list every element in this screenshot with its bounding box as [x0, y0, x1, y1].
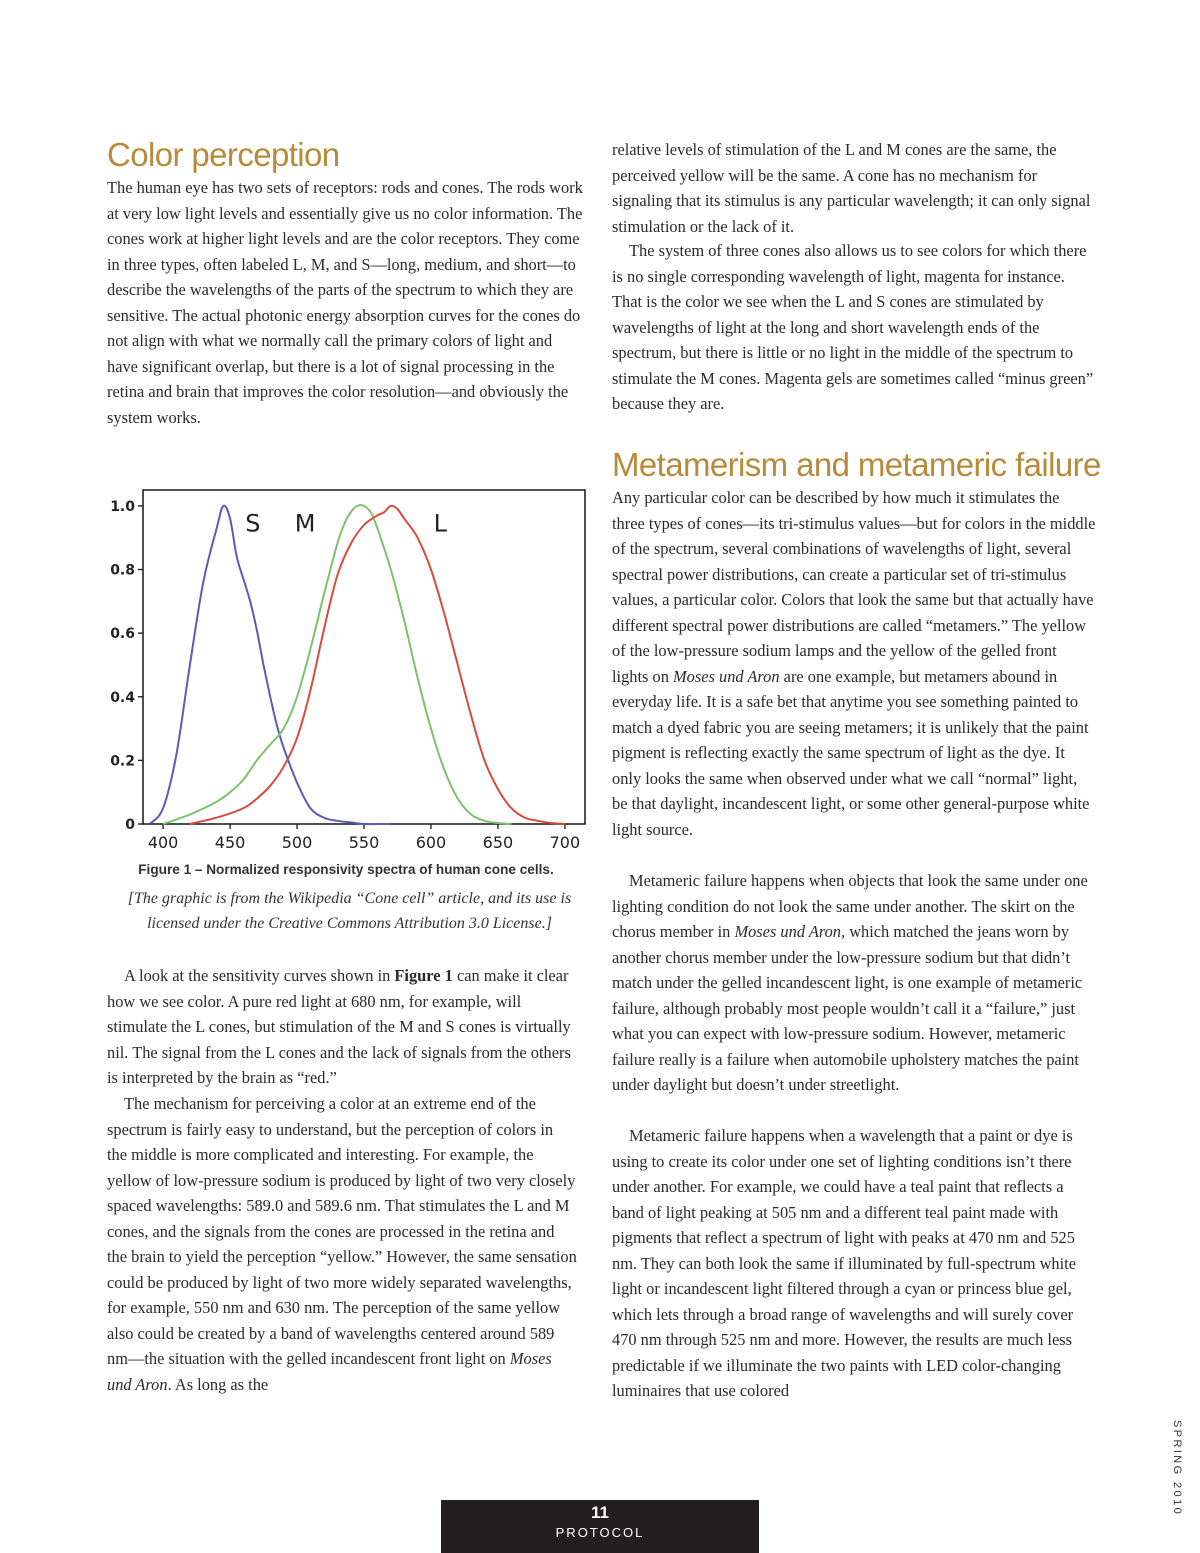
paragraph-metameric-failure-1 [612, 868, 1096, 1098]
paragraph-metameric-failure-2: Metameric failure happens when a wavelength that a paint or dye is using to create its color under one set of lighting conditions isn’t there under another. For example, we could have a teal paint that reflects a band of light peaking at 505 nm and a different teal paint made with pigments that reflect a spectrum of light with peaks at 470 nm and 525 nm. They can both look the same if illuminated by full-spectrum white light or incandescent light filtered through a cyan or princess blue gel, which lets through a broad range of wavelengths and will surely cover 470 nm through 525 nm and more. However, the results are much less predictable if we illuminate the two paints with LED color-changing luminaires that use colored [612, 1126, 1076, 1400]
y-tick-label: 0 [125, 817, 135, 833]
intro-paragraph: The human eye has two sets of receptors: rods and cones. The rods work at very low light levels and essentially give us no color information. The cones work at higher light levels and are the color receptors. They come in three types, often labeled L, M, and S—long, medium, and short—to describe the wavelengths of the parts of the spectrum to which they are sensitive. The actual photonic energy absorption curves for the cones do not align with what we normally call the primary colors of light and have significant overlap, but there is a lot of signal processing in the retina and brain that improves the color resolution—and obviously the system works. [107, 178, 583, 427]
text-run: . As long as the [167, 1374, 269, 1394]
curve-label-m: M [294, 509, 316, 538]
y-tick-label: 0.4 [110, 689, 135, 706]
figure-caption-credit: [The graphic is from the Wikipedia “Cone cell” article, and its use is licensed under the Creative Commons Attribution 3.0 License.] [127, 890, 572, 932]
text-run: Any particular color can be described by how much it stimulates the three types of cones—its tri-stimulus values—but for colors in the middle of the spectrum, several combinations of wavelengths of light, several spectral power distributions, can create a particular set of tri-stimulus values, a particular color. Colors that look the same but that actually have different spectral power distributions are called “metamers.” The yellow of the low-pressure sodium lamps and the yellow of the gelled front lights on [612, 488, 1096, 686]
plot-frame [143, 490, 585, 824]
issue-side-label: SPRING 2010 [1171, 1420, 1183, 1517]
paragraph-metamers [612, 485, 1096, 842]
figure-reference: Figure 1 [394, 966, 453, 985]
italic-title: Moses und Aron [107, 1349, 552, 1394]
page-number: 11 [591, 1503, 609, 1522]
italic-title: Moses und Aron [673, 666, 780, 686]
curve-label-s: S [245, 509, 261, 538]
x-tick-label: 450 [214, 833, 246, 852]
chart-axes [110, 490, 585, 852]
y-tick-label: 1.0 [110, 498, 135, 515]
paragraph-three-cones: The system of three cones also allows us to see colors for which there is no single corresponding wavelength of light, magenta for instance. That is the color we see when the L and S cones are stimulated by wavelengths of light at the long and short wavelength ends of the spectrum, but there is little or no light in the middle of the spectrum to stimulate the M cones. Magenta gels are sometimes called “minus green” because they are. [612, 241, 1094, 413]
y-tick-label: 0.2 [110, 753, 135, 770]
text-run: , which matched the jeans worn by another chorus member under the low-pressure sodium but that didn’t match under the gelled incandescent light, is one example of metameric failure, although probably most people wouldn’t call it a “failure,” just what you can expect with low-pressure sodium. However, metameric failure really is a failure when automobile upholstery matches the paint under daylight but doesn’t under streetlight. [612, 922, 1083, 1094]
figure-cone-spectra [105, 480, 590, 852]
x-tick-label: 400 [147, 833, 179, 852]
text-run: A look at the sensitivity curves shown in [124, 966, 395, 985]
paragraph-mechanism [107, 1091, 577, 1397]
publication-name: PROTOCOL [555, 1525, 645, 1540]
y-tick-label: 0.8 [110, 562, 135, 579]
paragraph-continued: relative levels of stimulation of the L and M cones are the same, the perceived yellow will be the same. A cone has no mechanism for signaling that its stimulus is any particular wavelength; it can only signal stimulation or the lack of it. [612, 140, 1091, 236]
text-run: are one example, but metamers abound in everyday life. It is a safe bet that anytime you see something painted to match a dyed fabric you are seeing metamers; it is unlikely that the paint pigment is reflecting exactly the same spectrum of light as the dye. It only looks the same when observed under what we call “normal” light, be that daylight, incandescent light, or some other general-purpose white light source. [612, 666, 1090, 839]
chart-svg [105, 480, 590, 852]
x-tick-label: 700 [549, 833, 581, 852]
figure-caption-title: Figure 1 – Normalized responsivity spectra of human cone cells. [138, 862, 554, 877]
page-footer [441, 1500, 759, 1553]
heading-color-perception: Color perception [107, 136, 340, 173]
x-tick-label: 550 [348, 833, 380, 852]
text-run: Metameric failure happens when objects that look the same under one lighting condition do not look the same under another. The skirt on the chorus member in [612, 871, 1088, 941]
x-tick-label: 500 [281, 833, 313, 852]
curve-label-l: L [433, 509, 448, 538]
text-run: The mechanism for perceiving a color at an extreme end of the spectrum is fairly easy to understand, but the perception of colors in the middle is more complicated and interesting. For example, the yellow of low-pressure sodium is produced by light of two very closely spaced wavelengths: 589.0 and 589.6 nm. That stimulates the L and M cones, and the signals from the cones are processed in the retina and the brain to yield the perception “yellow.” However, the same sensation could be produced by light of two more widely separated wavelengths, for example, 550 nm and 630 nm. The perception of the same yellow also could be created by a band of wavelengths centered around 589 nm—the situation with the gelled incandescent front light on [107, 1094, 577, 1368]
paragraph-sensitivity-curves [107, 963, 575, 1091]
text-run: can make it clear how we see color. A pure red light at 680 nm, for example, will stimulate the L cones, but stimulation of the M and S cones is virtually nil. The signal from the L cones and the lack of signals from the others is interpreted by the brain as “red.” [107, 966, 571, 1087]
italic-title: Moses und Aron [734, 922, 841, 941]
x-tick-label: 650 [482, 833, 514, 852]
x-tick-label: 600 [415, 833, 447, 852]
y-tick-label: 0.6 [110, 626, 135, 643]
heading-metamerism: Metamerism and metameric failure [612, 446, 1101, 483]
